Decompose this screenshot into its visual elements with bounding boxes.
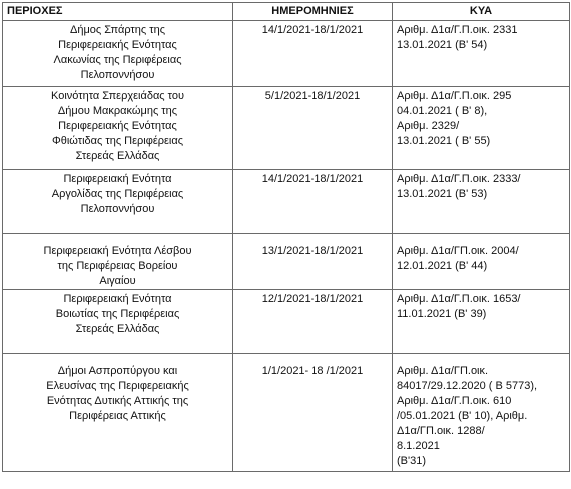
area-text-line: Δήμου Μακρακώμης της — [57, 105, 178, 117]
kya-text-line: Αριθμ. Δ1α/ΓΠ.οικ. 2004/ — [397, 245, 519, 257]
area-text-line: Περιφέρειας Αττικής — [69, 410, 166, 422]
dates-cell: 14/1/2021-18/1/2021 — [233, 170, 393, 234]
table-row — [3, 234, 570, 290]
kya-text-line: 84017/29.12.2020 ( Β 5773), — [397, 380, 538, 392]
area-cell — [3, 87, 233, 170]
area-text-line: Περιφερειακή Ενότητα — [63, 173, 172, 185]
table-row — [3, 354, 570, 472]
area-text-line: Περιφερειακή Ενότητα Λέσβου — [43, 245, 192, 257]
area-cell — [3, 290, 233, 354]
dates-cell: 1/1/2021- 18 /1/2021 — [233, 354, 393, 472]
kya-text-line: Δ1α/ΓΠ.οικ. 1288/ — [397, 425, 485, 437]
kya-text-line: Αριθμ. 2329/ — [397, 120, 460, 132]
kya-text-line: 11.01.2021 (Β' 39) — [397, 308, 487, 320]
kya-text-line: /05.01.2021 (Β' 10), Αριθμ. — [397, 410, 528, 422]
kya-text-line: Αριθμ. Δ1α/Γ.Π.οικ. 2331 — [397, 24, 518, 36]
table-header-row — [3, 3, 570, 21]
area-text-line: Αιγαίου — [99, 275, 136, 287]
dates-cell: 13/1/2021-18/1/2021 — [233, 234, 393, 290]
table-row — [3, 87, 570, 170]
area-cell — [3, 170, 233, 234]
area-text-line: Δήμοι Ασπροπύργου και — [57, 365, 178, 377]
kya-cell — [393, 354, 570, 472]
kya-cell — [393, 170, 570, 234]
header-dates: ΗΜΕΡΟΜΗΝΙΕΣ — [233, 3, 393, 21]
table-row — [3, 290, 570, 354]
kya-text-line: (Β'31) — [397, 455, 426, 467]
area-text-line: Φθιώτιδας της Περιφέρειας — [51, 135, 184, 147]
area-text-line: Στερεάς Ελλάδας — [75, 323, 160, 335]
dates-cell: 14/1/2021-18/1/2021 — [233, 21, 393, 87]
kya-cell — [393, 234, 570, 290]
kya-text-line: Αριθμ. Δ1α/Γ.Π.οικ. 610 — [397, 395, 512, 407]
kya-text-line: Αριθμ. Δ1α/Γ.Π.οικ. 295 — [397, 90, 512, 102]
kya-text-line: 8.1.2021 — [397, 440, 440, 452]
kya-text-line: 13.01.2021 (Β' 53) — [397, 188, 488, 200]
kya-text-line: 13.01.2021 (Β' 54) — [397, 39, 488, 51]
area-text-line: Βοιωτίας της Περιφέρειας — [55, 308, 180, 320]
table-row — [3, 21, 570, 87]
area-text-line: Περιφερειακή Ενότητα — [63, 293, 172, 305]
kya-text-line: 12.01.2021 (Β' 44) — [397, 260, 488, 272]
area-text-line: Ενότητας Δυτικής Αττικής της — [46, 395, 189, 407]
kya-text-line: 13.01.2021 ( Β' 55) — [397, 135, 491, 147]
kya-cell — [393, 290, 570, 354]
table-row — [3, 170, 570, 234]
kya-text-line: Αριθμ. Δ1α/Γ.Π.οικ. 2333/ — [397, 173, 521, 185]
area-text-line: Περιφερειακής Ενότητας — [58, 120, 177, 132]
area-text-line: Πελοποννήσου — [80, 69, 155, 81]
table-body — [3, 21, 570, 472]
kya-text-line: Αριθμ. Δ1α/ΓΠ.οικ. — [397, 365, 489, 377]
area-text-line: Περιφερειακής Ενότητας — [58, 39, 177, 51]
area-text-line: Πελοποννήσου — [80, 203, 155, 215]
dates-cell: 5/1/2021-18/1/2021 — [233, 87, 393, 170]
header-kya: ΚΥΑ — [393, 3, 570, 21]
kya-cell — [393, 21, 570, 87]
area-text-line: Αργολίδας της Περιφέρειας — [51, 188, 184, 200]
area-text-line: της Περιφέρειας Βορείου — [57, 260, 178, 272]
area-text-line: Ελευσίνας της Περιφερειακής — [46, 380, 189, 392]
area-cell — [3, 21, 233, 87]
kya-text-line: 04.01.2021 ( Β' 8), — [397, 105, 488, 117]
regions-table — [2, 2, 570, 472]
area-text-line: Στερεάς Ελλάδας — [75, 150, 160, 162]
area-cell — [3, 354, 233, 472]
area-cell — [3, 234, 233, 290]
area-text-line: Δήμος Σπάρτης της — [69, 24, 166, 36]
area-text-line: Κοινότητα Σπερχειάδας του — [51, 90, 184, 102]
kya-cell — [393, 87, 570, 170]
area-text-line: Λακωνίας της Περιφέρειας — [53, 54, 182, 66]
dates-cell: 12/1/2021-18/1/2021 — [233, 290, 393, 354]
kya-text-line: Αριθμ. Δ1α/Γ.Π.οικ. 1653/ — [397, 293, 521, 305]
header-areas: ΠΕΡΙΟΧΕΣ — [3, 3, 233, 21]
